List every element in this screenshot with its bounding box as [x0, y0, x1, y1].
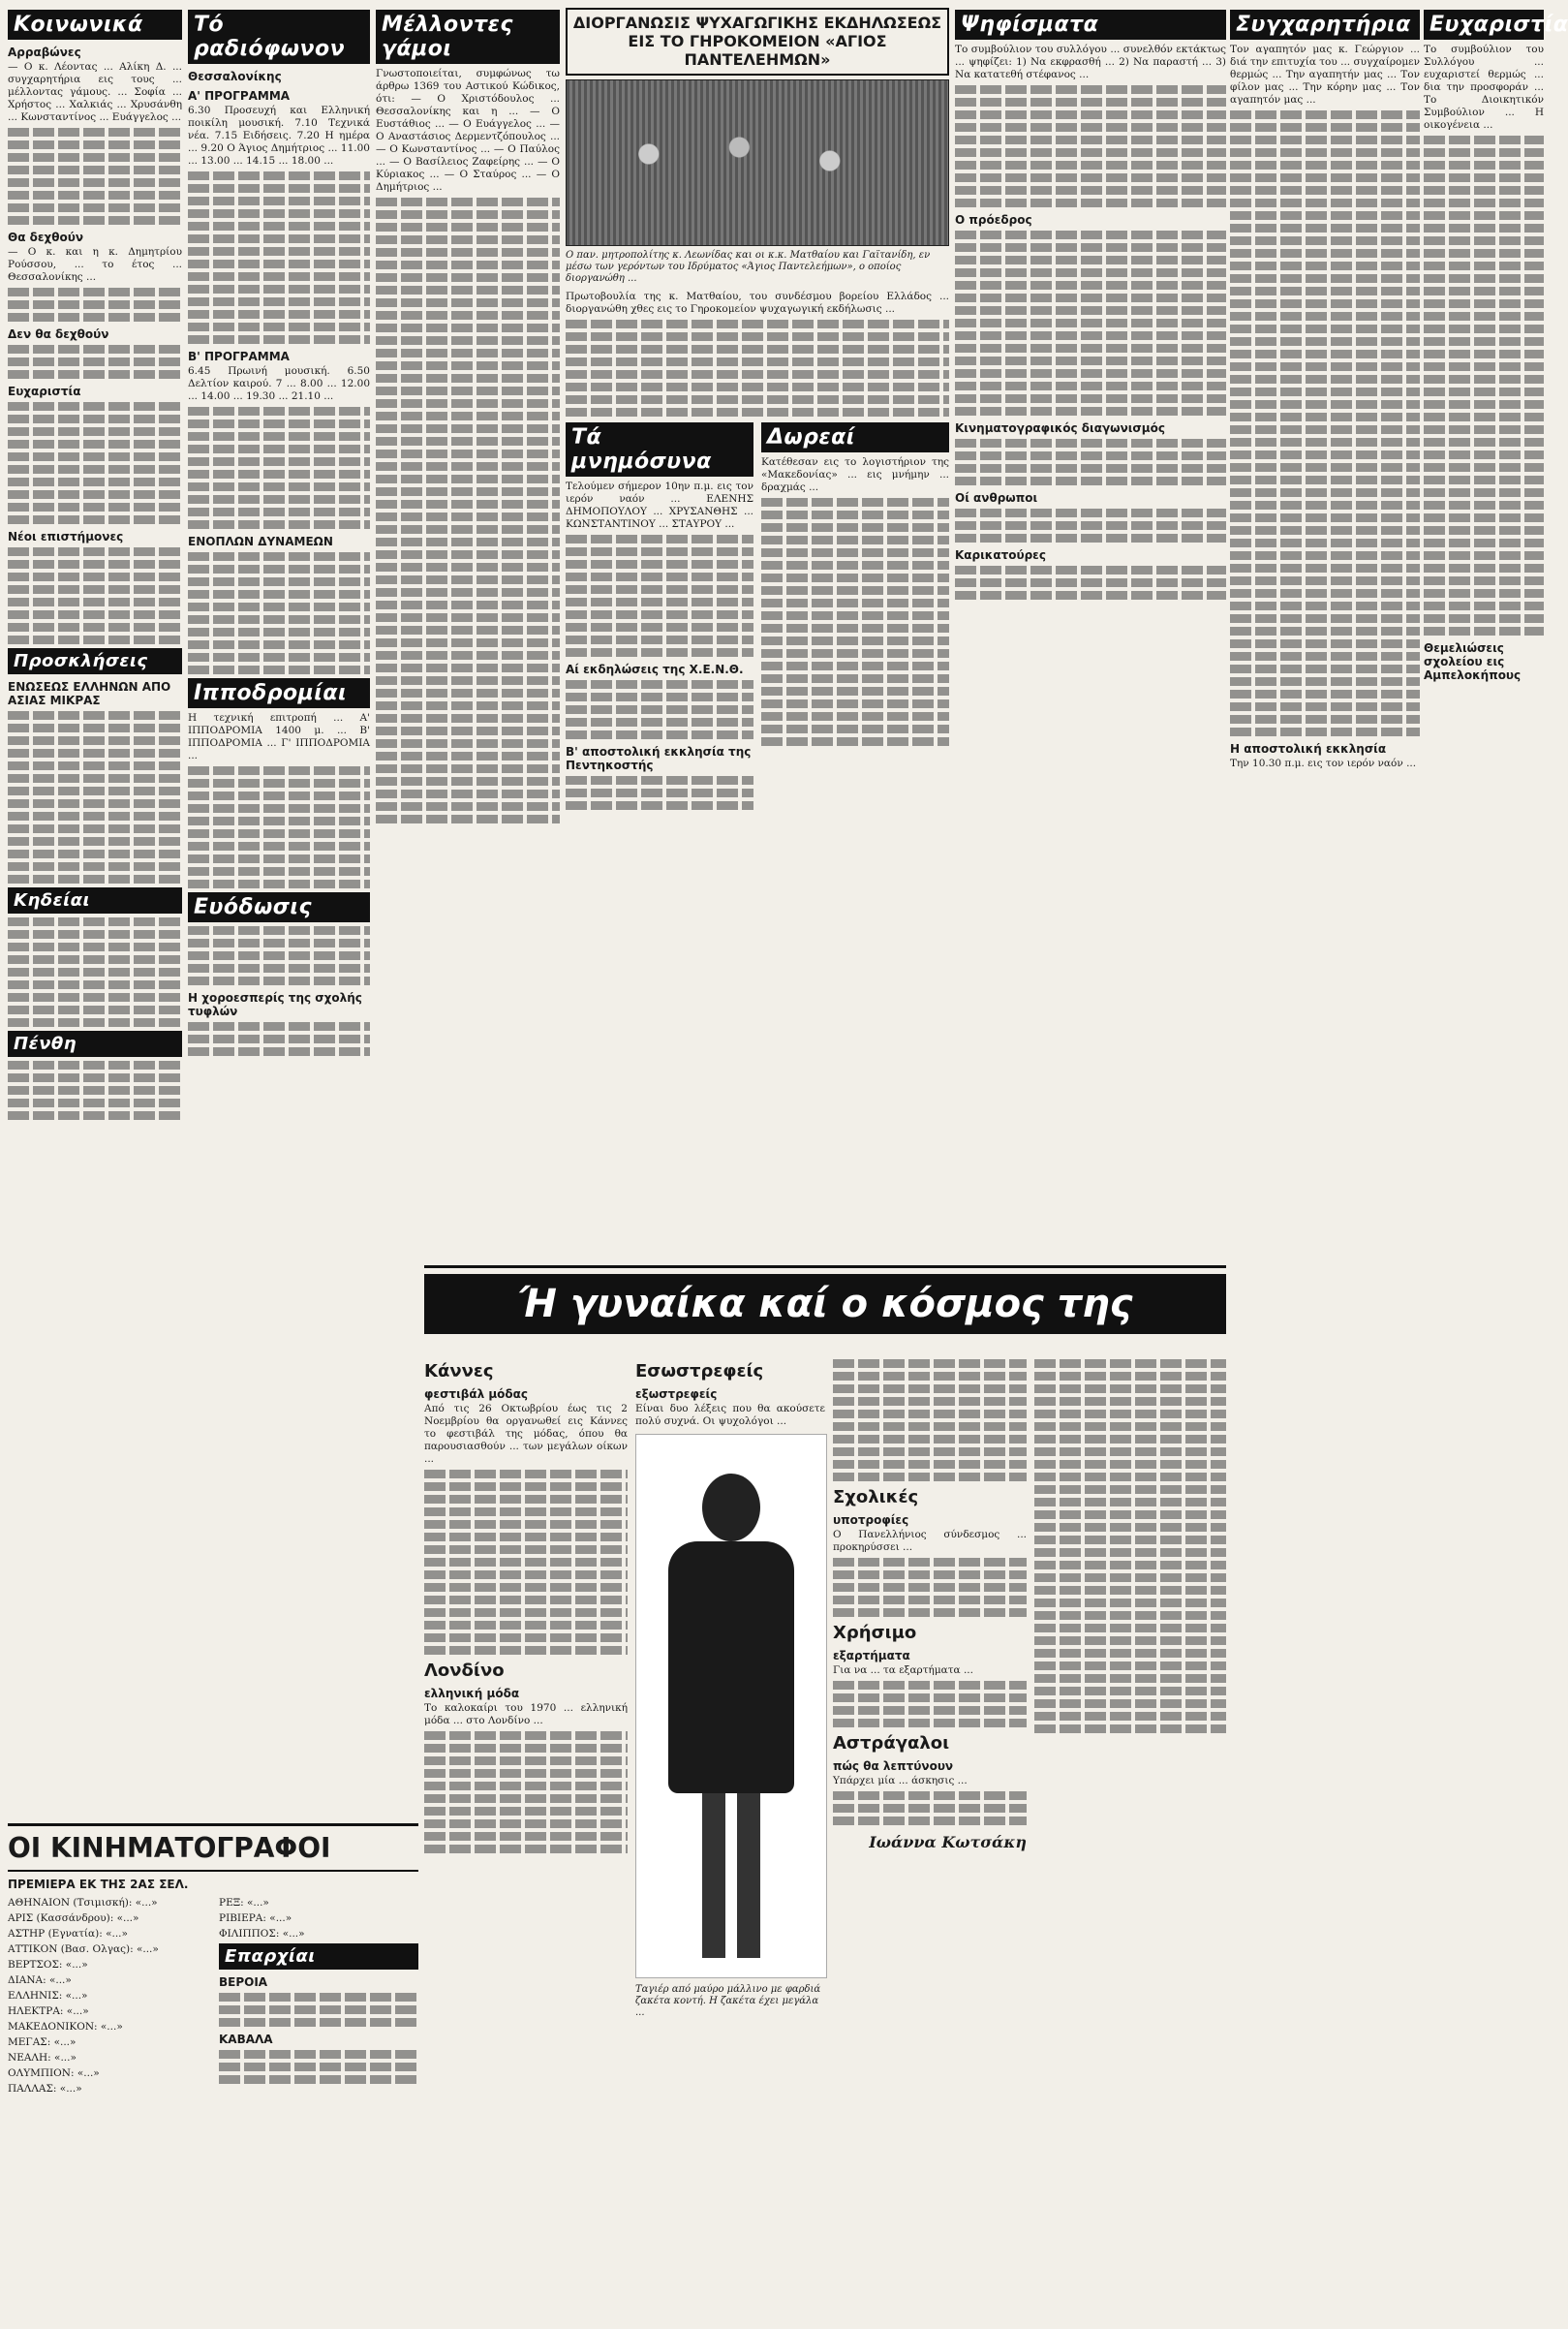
cinema-item: ΜΑΚΕΔΟΝΙΚΟΝ: «...» — [8, 2021, 123, 2033]
people-heading: Οί ανθρωποι — [955, 491, 1038, 505]
receiving-heading: Θα δεχθούν — [8, 231, 84, 244]
weddings-text: Γνωστοποιείται, συμφώνως τω άρθρω 1369 του Αστικού Κώδικος, ότι: — Ο Χριστόδουλος ... Θεσσαλονίκης και η ... — Ο Ευστάθιος ... — Ο Ευάγγελος ... — Ο Αναστάσιος Δερμεντζόπουλος ... — Ο Κωνσταντίνος ... — Ο Παύλος ... — Ο Βασίλειος Ζαφείρης ... — Ο Κύριακος ... — Ο Σταύρος ... — Ο Δημήτριος ... — [376, 68, 560, 193]
weddings-heading: Μέλλοντες γάμοι — [376, 10, 560, 64]
cinema-item: ΑΤΤΙΚΟΝ (Βασ. Ολγας): «...» — [8, 1943, 159, 1955]
women-col-4 — [1034, 1355, 1226, 2314]
cinema-item: ΒΕΡΤΣΟΣ: «...» — [8, 1959, 88, 1971]
cinema-section — [8, 1823, 418, 2320]
school-foundation-heading: Θεμελιώσεις σχολείου εις Αμπελοκήπους — [1424, 641, 1522, 682]
memorial-heading: Τά μνημόσυνα — [566, 422, 753, 477]
cinema-item: ΜΕΓΑΣ: «...» — [8, 2036, 77, 2048]
dice-text: Υπάρχει μία ... άσκησις ... — [833, 1775, 968, 1786]
cinema-item: ΟΛΥΜΠΙΟΝ: «...» — [8, 2067, 100, 2079]
church-note-text: Την 10.30 π.μ. εις τον ιερόν ναόν ... — [1230, 758, 1417, 769]
resolutions-text: Το συμβούλιον του συλλόγου ... συνελθόν εκτάκτως ... ψηφίζει: 1) Να εκφρασθή ... 2) Να παραστή ... 3) Να κατατεθή στέφανος ... — [955, 44, 1226, 80]
donations-heading: Δωρεαί — [761, 422, 949, 452]
introverts-subheading: εξωστρεφείς — [635, 1387, 718, 1401]
memorial-text: Τελούμεν σήμερον 10ην π.μ. εις τον ιερόν ναόν ... ΕΛΕΝΗΣ ΔΗΜΟΠΟΥΛΟΥ ... ΧΡΥΣΑΝΘΗΣ ... ΚΩΝΣΤΑΝΤΙΝΟΥ ... ΣΤΑΥΡΟΥ ... — [566, 480, 753, 530]
funerals-heading: Κηδείαι — [8, 887, 182, 914]
program-b-text: 6.45 Πρωινή μουσική. 6.50 Δελτίον καιρού. 7 ... 8.00 ... 12.00 ... 14.00 ... 19.30 ... 21.10 ... — [188, 365, 370, 402]
cinema-item: ΡΙΒΙΕΡΑ: «...» — [219, 1912, 292, 1924]
armed-forces-heading: ΕΝΟΠΛΩΝ ΔΥΝΑΜΕΩΝ — [188, 535, 333, 548]
cinema-item: ΝΕΑΛΗ: «...» — [8, 2052, 77, 2064]
engagements-text: — Ο κ. Λέοντας ... Αλίκη Δ. ... συγχαρητήρια εις τους ... μέλλοντας γάμους. ... Σοφία ... Χρήστος ... Χαλκιάς ... Χρυσάνθη ... Κωνσταντίνος ... Ευάγγελος ... — [8, 61, 182, 123]
not-receiving-heading: Δεν θα δεχθούν — [8, 327, 109, 341]
cinema-contest-heading: Κινηματογραφικός διαγωνισμός — [955, 421, 1165, 435]
program-a-heading: Α' ΠΡΟΓΡΑΜΜΑ — [188, 89, 291, 103]
cinema-item: ΑΘΗΝΑΙΟΝ (Τσιμισκή): «...» — [8, 1897, 158, 1909]
london-heading: Λονδίνο — [424, 1661, 505, 1681]
event-photo — [566, 79, 949, 246]
fashion-photo — [635, 1434, 827, 1978]
schools-text: Ο Πανελλήνιος σύνδεσμος ... προκηρύσσει ... — [833, 1529, 1027, 1553]
cinema-list — [8, 1897, 418, 2096]
cinema-item: ΑΡΙΣ (Κασσάνδρου): «...» — [8, 1912, 139, 1924]
radio-heading: Τό ραδιόφωνον — [188, 10, 370, 64]
races-heading: Ιπποδρομίαι — [188, 678, 370, 708]
women-col-1 — [424, 1355, 628, 2314]
london-text: Το καλοκαίρι του 1970 ... ελληνική μόδα ... στο Λονδίνο ... — [424, 1702, 628, 1726]
races-text: Η τεχνική επιτροπή ... Α' ΙΠΠΟΔΡΟΜΙΑ 1400 μ. ... Β' ΙΠΠΟΔΡΟΜΙΑ ... Γ' ΙΠΠΟΔΡΟΜΙΑ ... — [188, 712, 370, 761]
scientists-heading: Νέοι επιστήμονες — [8, 530, 124, 543]
cinema-item: ΗΛΕΚΤΡΑ: «...» — [8, 2005, 89, 2017]
cannes-heading: Κάννες — [424, 1361, 494, 1382]
column-thanks — [1424, 8, 1568, 2325]
column-congratulations — [1230, 8, 1420, 2325]
cinema-heading: ΟΙ ΚΙΝΗΜΑΤΟΓΡΑΦΟΙ — [8, 1826, 418, 1872]
event-banner: ΔΙΟΡΓΑΝΩΣΙΣ ΨΥΧΑΓΩΓΙΚΗΣ ΕΚΔΗΛΩΣΕΩΣ ΕΙΣ ΤΟ ΓΗΡΟΚΟΜΕΙΟΝ «ΑΓΙΟΣ ΠΑΝΤΕΛΕΗΜΩΝ» — [566, 8, 949, 76]
useful-heading: Χρήσιμο — [833, 1623, 917, 1643]
schools-heading: Σχολικές — [833, 1487, 919, 1507]
women-section-title: Ή γυναίκα καί ο κόσμος της — [424, 1274, 1226, 1334]
donations-text: Κατέθεσαν εις το λογιστήριον της «Μακεδονίας» ... εις μνήμην ... δραχμάς ... — [761, 455, 949, 493]
women-col-2 — [635, 1355, 825, 2314]
dice-subheading: πώς θα λεπτύνουν — [833, 1759, 954, 1773]
women-col-3 — [833, 1355, 1027, 2314]
congratulations-text: Τον αγαπητόν μας κ. Γεώργιον ... διά την επιτυχία του ... συγχαίρομεν θερμώς ... Την αγαπητήν μας ... Τον φίλον μας ... Την κόρην μας ... Τον αγαπητόν μας ... — [1230, 44, 1420, 106]
thanks-column-text: Το συμβούλιον του Συλλόγου ... ευχαριστεί θερμώς ... δια την προσφοράν ... Το Διοικητικόν Συμβούλιον ... Η οικογένεια ... — [1424, 44, 1544, 131]
london-subheading: ελληνική μόδα — [424, 1687, 520, 1700]
invitations-sub: ΕΝΩΣΕΩΣ ΕΛΛΗΝΩΝ ΑΠΟ ΑΣΙΑΣ ΜΙΚΡΑΣ — [8, 680, 171, 707]
receiving-text: — Ο κ. και η κ. Δημητρίου Ρούσσου, ... το έτος ... Θεσσαλονίκης ... — [8, 246, 182, 283]
thanks-heading: Ευχαριστία — [8, 385, 81, 398]
thanks-column-heading: Ευχαριστία — [1424, 10, 1544, 40]
cinema-first-run: ΠΡΕΜΙΕΡΑ ΕΚ ΤΗΣ 2ΑΣ ΣΕΛ. — [8, 1878, 189, 1891]
column-events — [566, 8, 949, 1267]
engagements-heading: Αρραβώνες — [8, 46, 81, 59]
province-heading: Επαρχίαι — [219, 1943, 418, 1970]
useful-text: Για να ... τα εξαρτήματα ... — [833, 1664, 973, 1676]
resolutions-signer: Ο πρόεδρος — [955, 213, 1032, 227]
event-caption: Ο παν. μητροπολίτης κ. Λεωνίδας και οι κ.κ. Ματθαίου και Γαϊτανίδη, εν μέσω των γερόντων του Ιδρύματος «Άγιος Παντελεήμων», ο οποίος διοργανώθη ... — [566, 249, 931, 284]
fashion-caption: Ταγιέρ από μαύρο μάλλινο με φαρδιά ζακέτα κοντή. Η ζακέτα έχει μεγάλα ... — [635, 1984, 821, 2018]
wedding-notice-heading: Ευόδωσις — [188, 892, 370, 922]
cannes-subheading: φεστιβάλ μόδας — [424, 1387, 529, 1401]
cinema-item: ΡΕΞ: «...» — [219, 1897, 269, 1909]
introverts-text: Είναι δυο λέξεις που θα ακούσετε πολύ συχνά. Οι ψυχολόγοι ... — [635, 1403, 825, 1427]
cannes-text: Από τις 26 Οκτωβρίου έως τις 2 Νοεμβρίου θα οργανωθεί εις Κάννες το φεστιβάλ της μόδας, όπου θα παρουσιασθούν ... των μεγάλων οίκων ... — [424, 1403, 628, 1465]
kavala-heading: ΚΑΒΑΛΑ — [219, 2033, 273, 2046]
dice-heading: Αστράγαλοι — [833, 1733, 950, 1754]
caricatures-heading: Καρικατούρες — [955, 548, 1046, 562]
useful-subheading: εξαρτήματα — [833, 1649, 910, 1662]
social-heading: Κοινωνικά — [8, 10, 182, 40]
column-radio — [188, 8, 370, 1267]
invitations-heading: Προσκλήσεις — [8, 648, 182, 674]
column-weddings — [376, 8, 560, 1267]
church-note-heading: Η αποστολική εκκλησία — [1230, 742, 1387, 756]
cinema-item: ΕΛΛΗΝΙΣ: «...» — [8, 1990, 88, 2002]
author-signature: Ιωάννα Κωτσάκη — [869, 1833, 1027, 1851]
introverts-heading: Εσωστρεφείς — [635, 1361, 764, 1382]
schools-subheading: υποτροφίες — [833, 1513, 909, 1527]
event-body: Πρωτοβουλία της κ. Ματθαίου, του συνδέσμου βορείου Ελλάδος ... διοργανώθη χθες εις το Γηροκομείον ψυχαγωγική εκδήλωσις ... — [566, 290, 949, 315]
veria-heading: ΒΕΡΟΙΑ — [219, 1975, 268, 1989]
congratulations-heading: Συγχαρητήρια — [1230, 10, 1420, 40]
cinema-item: ΔΙΑΝΑ: «...» — [8, 1974, 72, 1986]
radio-city: Θεσσαλονίκης — [188, 70, 282, 83]
resolutions-heading: Ψηφίσματα — [955, 10, 1226, 40]
column-social — [8, 8, 182, 1817]
column-resolutions — [955, 8, 1226, 1267]
mourning-heading: Πένθη — [8, 1031, 182, 1057]
program-b-heading: Β' ΠΡΟΓΡΑΜΜΑ — [188, 350, 290, 363]
women-section — [424, 1265, 1226, 2320]
program-a-text: 6.30 Προσευχή και Ελληνική ποικίλη μουσική. 7.10 Τεχνικά νέα. 7.15 Ειδήσεις. 7.20 Η ημέρα ... 9.20 Ο Άγιος Δημήτριος ... 11.00 ... 13.00 ... 14.15 ... 18.00 ... — [188, 105, 370, 167]
church-heading: Β' αποστολική εκκλησία της Πεντηκοστής — [566, 744, 752, 772]
cinema-item: ΠΑΛΛΑΣ: «...» — [8, 2083, 82, 2095]
cinema-item: ΦΙΛΙΠΠΟΣ: «...» — [219, 1928, 305, 1940]
school-evening-heading: Η χοροεσπερίς της σχολής τυφλών — [188, 991, 362, 1018]
cinema-item: ΑΣΤΗΡ (Εγνατία): «...» — [8, 1928, 128, 1940]
xenth-events-heading: Αί εκδηλώσεις της Χ.Ε.Ν.Θ. — [566, 662, 744, 676]
